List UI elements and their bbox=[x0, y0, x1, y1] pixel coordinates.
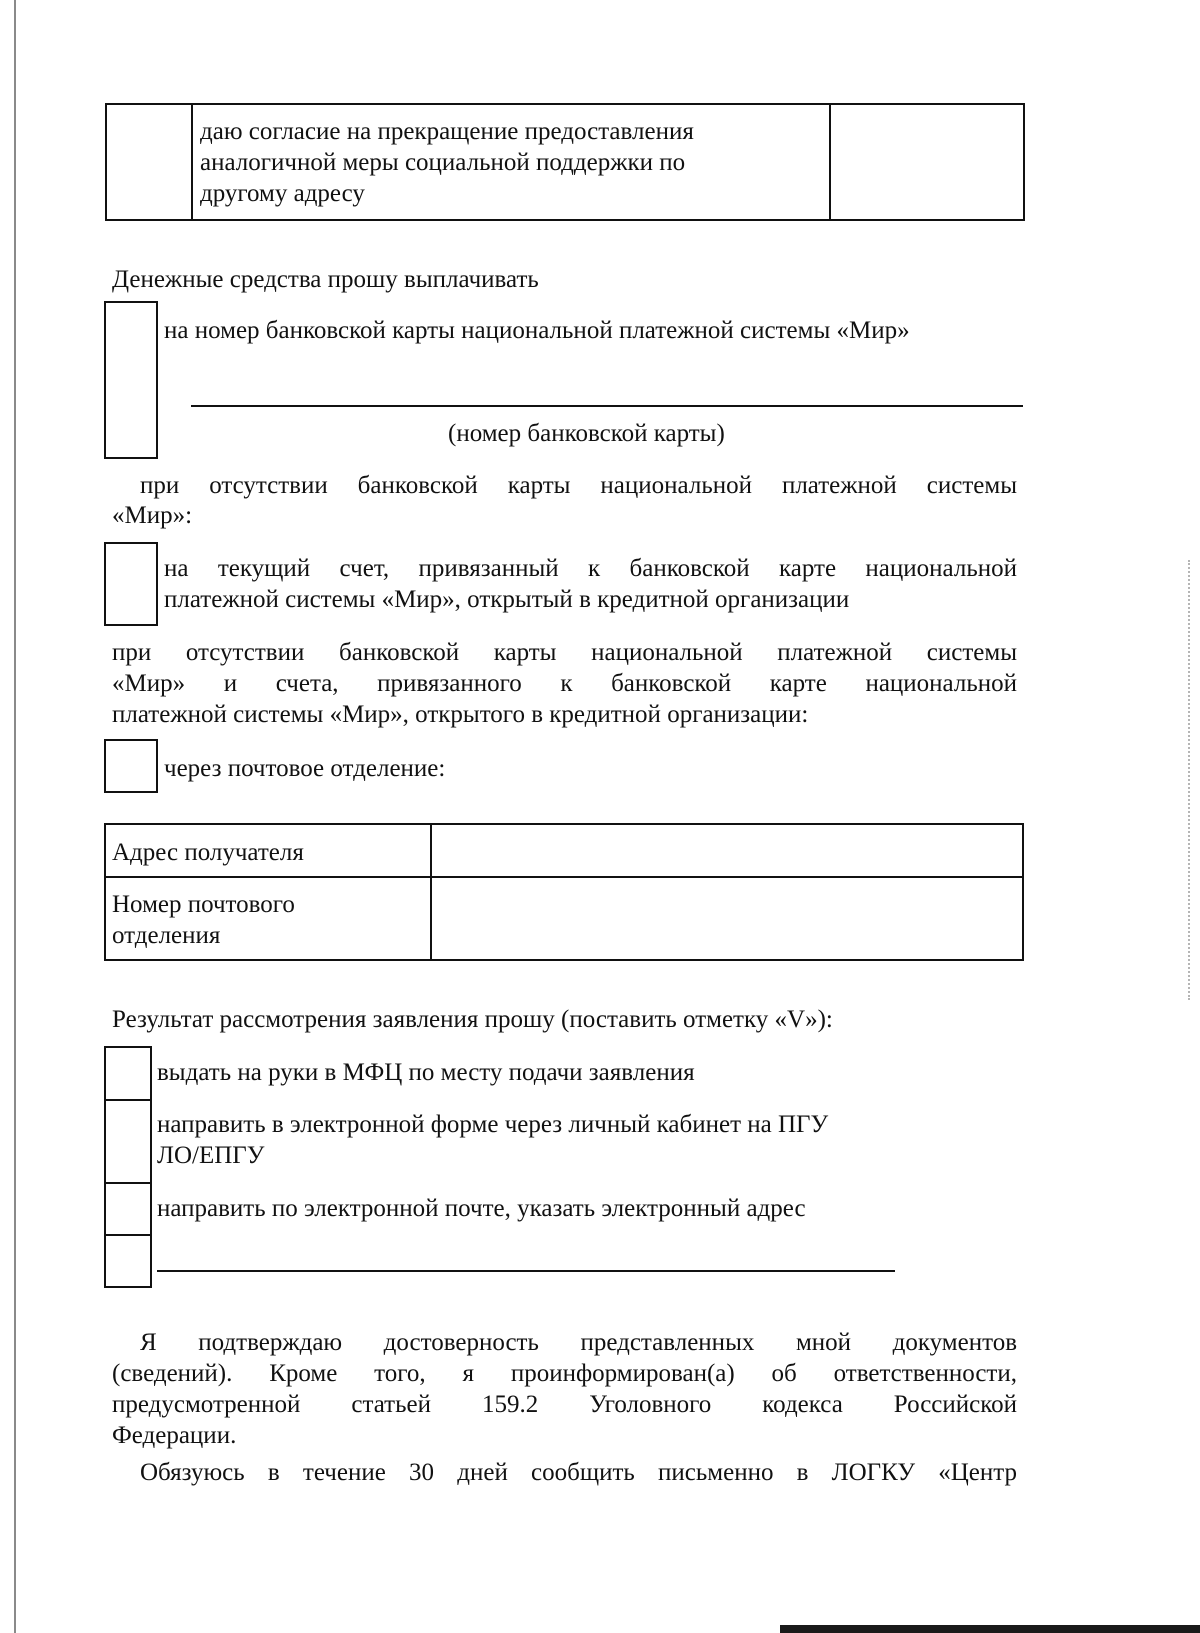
card-checkbox[interactable] bbox=[104, 301, 158, 459]
confirmation-line-3: предусмотренной статьей 159.2 Уголовного кодекса Российской bbox=[112, 1391, 1017, 1418]
post-office-label-line-1: Номер почтового bbox=[112, 891, 295, 918]
recipient-address-field[interactable] bbox=[432, 825, 1022, 876]
post-option-label: через почтовое отделение: bbox=[164, 755, 446, 782]
result-option-pgu-line-2: ЛО/ЕПГУ bbox=[157, 1142, 265, 1169]
obligation-line: Обязуюсь в течение 30 дней сообщить письменно в ЛОГКУ «Центр bbox=[140, 1459, 1017, 1486]
post-office-number-field[interactable] bbox=[432, 878, 1022, 959]
post-checkbox[interactable] bbox=[104, 739, 158, 793]
confirmation-line-2: (сведений). Кроме того, я проинформирован(а) об ответственности, bbox=[112, 1360, 1017, 1387]
consent-text-line-2: аналогичной меры социальной поддержки по bbox=[200, 149, 686, 176]
email-address-line[interactable] bbox=[157, 1270, 895, 1272]
no-card-line-2: «Мир»: bbox=[112, 502, 193, 529]
account-option-line-2: платежной системы «Мир», открытый в кредитной организации bbox=[164, 586, 850, 613]
no-account-line-1: при отсутствии банковской карты национальной платежной системы bbox=[112, 639, 1017, 666]
scan-left-edge bbox=[14, 0, 16, 1633]
consent-text-line-3: другому адресу bbox=[200, 180, 365, 207]
result-checkbox-mfc[interactable] bbox=[106, 1048, 150, 1099]
result-checkbox-email[interactable] bbox=[106, 1184, 150, 1234]
no-account-line-3: платежной системы «Мир», открытого в кредитной организации: bbox=[112, 701, 809, 728]
result-heading: Результат рассмотрения заявления прошу (поставить отметку «V»): bbox=[112, 1006, 833, 1033]
result-checkbox-email-address[interactable] bbox=[106, 1236, 150, 1286]
no-account-line-2: «Мир» и счета, привязанного к банковской карте национальной bbox=[112, 670, 1017, 697]
confirmation-line-4: Федерации. bbox=[112, 1422, 237, 1449]
account-checkbox[interactable] bbox=[104, 542, 158, 626]
result-checkbox-pgu[interactable] bbox=[106, 1101, 150, 1182]
recipient-address-label: Адрес получателя bbox=[112, 839, 304, 866]
card-number-line[interactable] bbox=[191, 405, 1023, 407]
scan-right-dots bbox=[1188, 560, 1190, 1000]
no-card-line-1: при отсутствии банковской карты национальной платежной системы bbox=[140, 472, 1017, 499]
consent-table-divider-left bbox=[191, 103, 193, 221]
consent-mark-cell[interactable] bbox=[831, 105, 1023, 219]
card-number-caption: (номер банковской карты) bbox=[448, 420, 725, 447]
payment-heading: Денежные средства прошу выплачивать bbox=[112, 266, 539, 293]
result-option-email: направить по электронной почте, указать электронный адрес bbox=[157, 1195, 806, 1222]
consent-text-line-1: даю согласие на прекращение предоставления bbox=[200, 118, 694, 145]
scan-bottom-edge bbox=[780, 1625, 1200, 1633]
result-option-mfc: выдать на руки в МФЦ по месту подачи заявления bbox=[157, 1059, 695, 1086]
confirmation-line-1: Я подтверждаю достоверность представленных мной документов bbox=[140, 1329, 1017, 1356]
result-option-pgu-line-1: направить в электронной форме через личный кабинет на ПГУ bbox=[157, 1111, 829, 1138]
post-office-label-line-2: отделения bbox=[112, 922, 221, 949]
card-option-label: на номер банковской карты национальной платежной системы «Мир» bbox=[164, 317, 910, 344]
account-option-line-1: на текущий счет, привязанный к банковской карте национальной bbox=[164, 555, 1017, 582]
consent-checkbox-cell[interactable] bbox=[107, 105, 191, 219]
